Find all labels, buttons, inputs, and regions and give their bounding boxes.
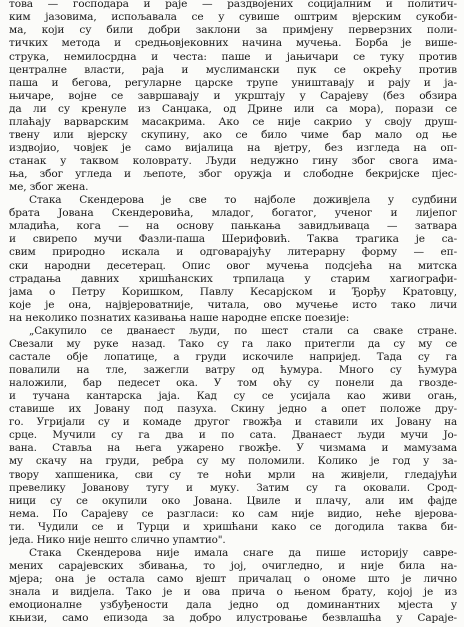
paragraph-3-quote bbox=[9, 325, 457, 547]
text-line: ма, који су били добри заклони за примјену перверзних поли- bbox=[9, 24, 457, 37]
text-line: Стака Скендерова је све то најболе доживјела у судбини bbox=[29, 194, 457, 207]
text-line: вана. Стављa на њега ужарено гвожђе. У чизмама и мамузама bbox=[9, 442, 457, 455]
text-line: младића, кога — на основу пањкања завидљиваца — затвара bbox=[9, 220, 457, 233]
text-line: њичаре, војне се завршавају и укрштају у Сарајеву (без обзира bbox=[9, 89, 457, 102]
text-line: књизи, само епизода за добро илустровање безвлашћа у Сараје- bbox=[9, 612, 457, 625]
text-line: које је она, највјероватније, читала, ово мучење исто тако личи bbox=[9, 298, 457, 311]
text-line: емоционалне узбуђености дала једно од доминантних мјеста у bbox=[9, 599, 457, 612]
text-line: Стака Скендерова није имала снаге да пише историју савре- bbox=[29, 546, 457, 559]
paragraph-1 bbox=[9, 0, 457, 194]
text-line: на неколико познатих казивања наше народне епске поезије: bbox=[9, 311, 350, 324]
text-line: да ли су кренуле из Санџака, од Дрине или са мора), порази се bbox=[9, 102, 457, 115]
text-line: плаћају варварским масакрима. Ако се није сакрио у своју друш- bbox=[9, 115, 457, 128]
text-line: ња, због угледа и љепоте, због оружја и слободне бекријске пјес- bbox=[9, 168, 457, 181]
text-line: јама о Петру Коришком, Павлу Кесарјском и Ђорђу Кратовцу, bbox=[9, 285, 457, 298]
paragraph-2 bbox=[9, 194, 457, 325]
text-line: издвојио, човјек је само вијалица на вјетру, без изгледа на оп- bbox=[9, 141, 457, 154]
text-line: свим природно искала и одговарајућу литерарну форму — еп- bbox=[9, 246, 457, 259]
text-line: го. Угријали су и комаде другог гвожђа и ставили их Јовану на bbox=[9, 416, 457, 429]
paragraph-4 bbox=[9, 547, 457, 625]
text-line: Свезали му руке назад. Тако су га лако притегли да су му се bbox=[9, 337, 457, 350]
text-line: тичких метода и средњовјековних начина мучења. Борба је више- bbox=[9, 37, 457, 50]
text-line: „Сакупило се дванаест људи, по шест стали са сваке стране. bbox=[29, 324, 457, 337]
text-line: това — господара и раје — раздвојених социјалним и политич- bbox=[9, 0, 457, 11]
text-line: струка, немилосрдна и честа: паше и јањичари се туку против bbox=[9, 50, 457, 63]
text-line: мјера; она је остала само вјешт причалац о ономе што је лично bbox=[9, 573, 457, 585]
text-line: ставише их Јовану под пазуха. Скину једно а опет положе дру- bbox=[9, 403, 457, 416]
text-line: брата Јована Скендеровића, младог, богатог, ученог и лијепог bbox=[9, 207, 457, 220]
text-line: знала и видјела. Тако је и ова прича о њеном брату, којој је из bbox=[9, 586, 457, 599]
text-line: и тучана кантарска јаја. Кад су се усијала као живи огањ, bbox=[9, 390, 457, 403]
text-line: твору хапшеника, сви су те ноћи мрли на живјели, гледајући bbox=[9, 468, 457, 481]
text-line: наложили, бар педесет ока. У том оћу су понели да гвозде- bbox=[9, 377, 457, 390]
text-line: нема. По Сарајеву се разгласи: ко сам није видио, неће вјерова- bbox=[9, 507, 457, 520]
text-line: превелику Јованову тугу и муку. Затим су га оковали. Срод- bbox=[9, 481, 457, 494]
text-line: паша и бегова, регуларне царске трупе уништавају и рају и ја- bbox=[9, 76, 457, 89]
text-line: ници су се окупили око Јована. Цвиле и плачу, али им фајде bbox=[9, 494, 457, 507]
text-line: му скачу на груди, ребра су му поломили. Колико је год у за- bbox=[9, 455, 457, 468]
text-line: повалили на тле, зажегли ватру од ћумура. Много су ћумура bbox=[9, 364, 457, 376]
text-line: срце. Мучили су га два и по сата. Дванаест људи мучи Јо- bbox=[9, 429, 457, 442]
text-line: мених сарајевских збивања, то јој, очигледно, и није била на- bbox=[9, 559, 457, 572]
text-line: ме, због жена. bbox=[9, 181, 89, 194]
text-line: састале обје лопатице, а груди искочиле напријед. Тада су га bbox=[9, 350, 457, 363]
text-line: страдања давних хришћанских трпилаца у старим хагиографи- bbox=[9, 272, 457, 285]
text-line: ким јазовима, испољавала се у сувише оштрим вјерским сукоби- bbox=[9, 11, 457, 24]
text-line: ски народни десетерац. Опис овог мучења подсјећа на митска bbox=[9, 259, 457, 272]
text-line: једа. Нико није нешто слично упамтио". bbox=[9, 533, 226, 546]
text-line: централне власти, раја и муслимански пук се окрећу против bbox=[9, 63, 457, 76]
text-line: и свирепо мучи Фазли-паша Шерифовић. Таква трагика је са- bbox=[9, 233, 457, 246]
text-line: станак у таквом коловрату. Људи недужно гину због свога има- bbox=[9, 155, 457, 168]
text-line: ти. Чудили се и Турци и хришћани како се догодила таква би- bbox=[9, 520, 457, 533]
text-line: твену или вјерску скупину, ако се било чиме бар мало од ње bbox=[9, 128, 457, 141]
